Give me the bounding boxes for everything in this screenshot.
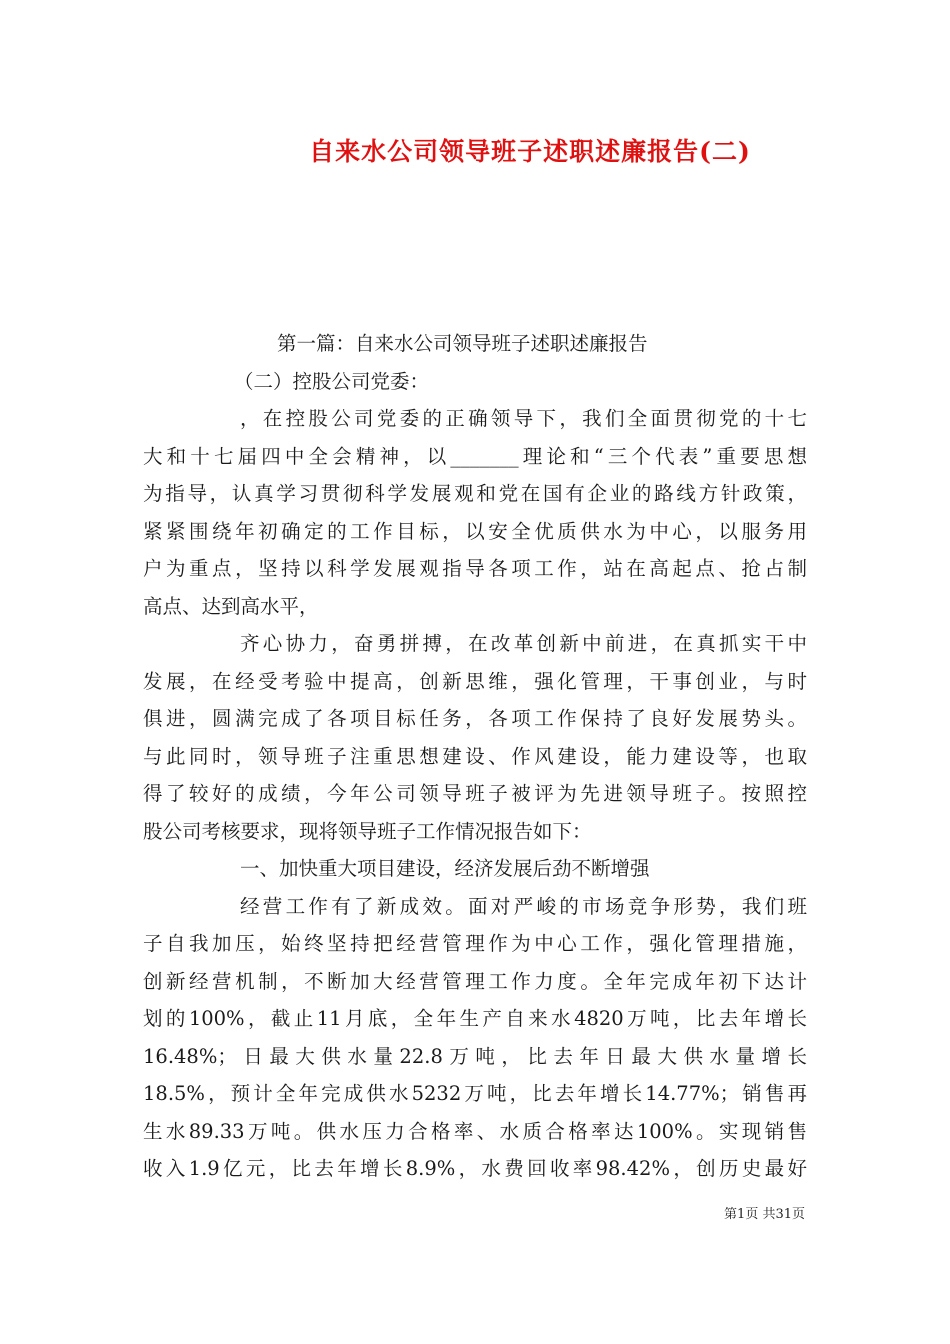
body-line: 子自我加压，始终坚持把经营管理作为中心工作，强化管理措施，: [143, 932, 807, 955]
page-number: 第1页 共31页: [724, 1207, 805, 1222]
body-line: 得了较好的成绩，今年公司领导班子被评为先进领导班子。按照控: [143, 782, 807, 805]
body-line: 大和十七届四中全会精神，以_______理论和“三个代表”重要思想: [143, 444, 807, 468]
body-line: 经营工作有了新成效。面对严峻的市场竞争形势，我们班: [240, 894, 807, 918]
body-line: 发展，在经受考验中提高，创新思维，强化管理，干事创业，与时: [143, 669, 807, 693]
document-body: [143, 325, 807, 1188]
body-line: ，在控股公司党委的正确领导下，我们全面贯彻党的十七: [240, 407, 807, 430]
body-line: 与此同时，领导班子注重思想建设、作风建设，能力建设等，也取: [143, 744, 807, 768]
body-line: 为指导，认真学习贯彻科学发展观和党在国有企业的路线方针政策，: [143, 482, 807, 505]
body-line: 18.5%，预计全年完成供水5232万吨，比去年增长14.77%；销售再: [143, 1082, 807, 1105]
body-line: 紧紧围绕年初确定的工作目标，以安全优质供水为中心，以服务用: [143, 519, 807, 543]
addressee: （二）控股公司党委：: [234, 369, 430, 393]
body-line: 户为重点，坚持以科学发展观指导各项工作，站在高起点、抢占制: [143, 557, 807, 580]
section-heading: 一、加快重大项目建设，经济发展后劲不断增强: [240, 857, 650, 880]
body-line: 股公司考核要求，现将领导班子工作情况报告如下：: [143, 819, 592, 843]
body-line: 生水89.33万吨。供水压力合格率、水质合格率达100%。实现销售: [143, 1119, 807, 1143]
body-line: 划的100%，截止11月底，全年生产自来水4820万吨，比去年增长: [143, 1007, 807, 1030]
body-line: 创新经营机制，不断加大经营管理工作力度。全年完成年初下达计: [143, 969, 807, 993]
document-title: 自来水公司领导班子述职述廉报告(二): [309, 137, 751, 166]
body-line: 齐心协力，奋勇拼搏，在改革创新中前进，在真抓实干中: [240, 632, 807, 655]
body-line: 收入1.9亿元，比去年增长8.9%，水费回收率98.42%，创历史最好: [143, 1157, 807, 1180]
body-line: 16.48%；日最大供水量22.8万吨，比去年日最大供水量增长: [143, 1044, 807, 1068]
body-line: 高点、达到高水平，: [143, 594, 319, 618]
body-line: 俱进，圆满完成了各项目标任务，各项工作保持了良好发展势头。: [143, 707, 807, 730]
subtitle: 第一篇：自来水公司领导班子述职述廉报告: [277, 332, 648, 355]
